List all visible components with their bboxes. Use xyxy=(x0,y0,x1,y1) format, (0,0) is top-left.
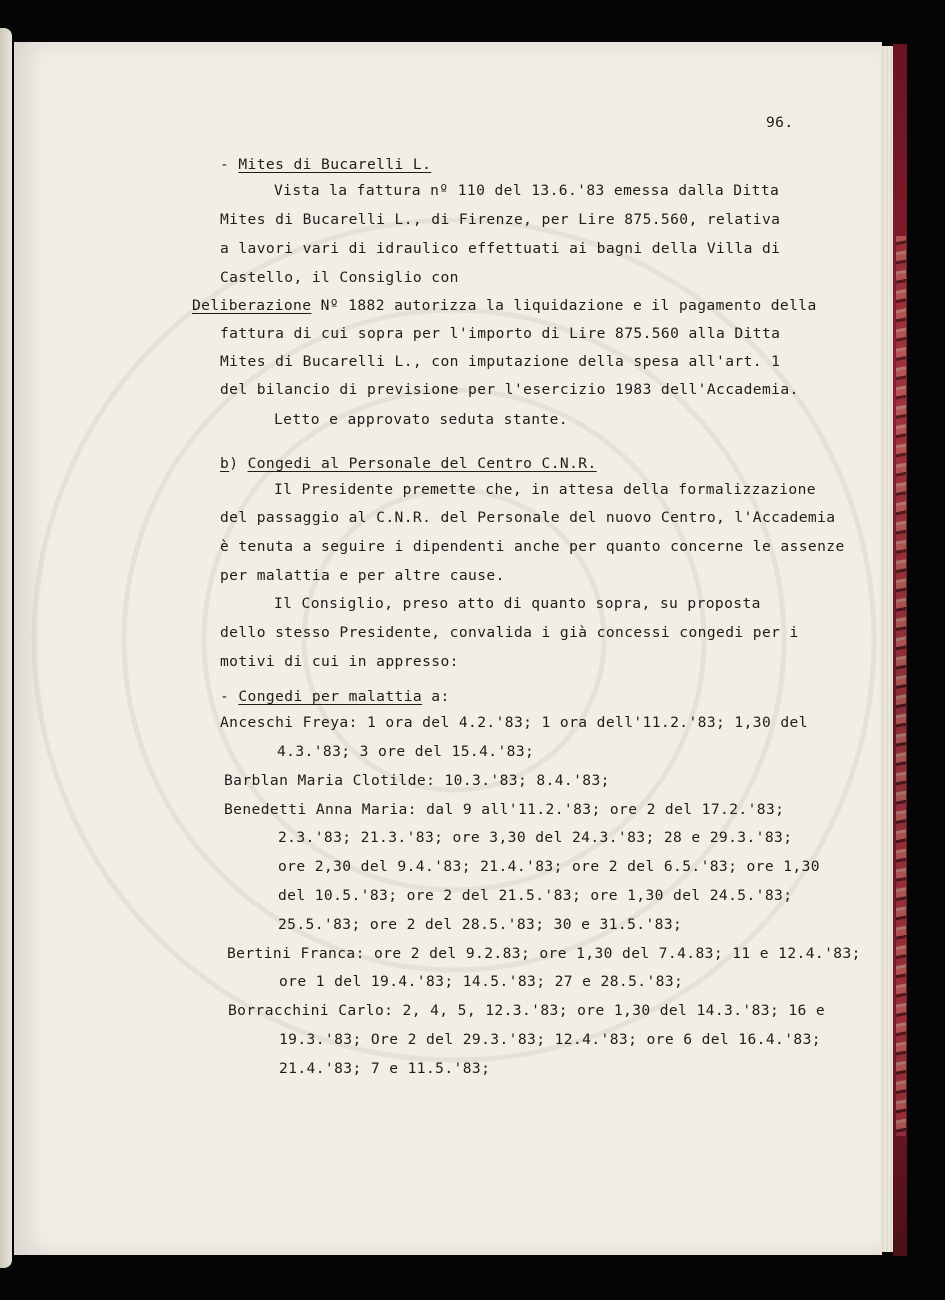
paragraph-line: è tenuta a seguire i dipendenti anche per quanto concerne le assenze xyxy=(220,538,845,555)
deliberazione-line: Deliberazione Nº 1882 autorizza la liquidazione e il pagamento della xyxy=(192,297,817,314)
list-item-continuation: 4.3.'83; 3 ore del 15.4.'83; xyxy=(277,743,535,760)
paragraph-line: del bilancio di previsione per l'esercizio 1983 dell'Accademia. xyxy=(220,381,799,398)
list-item: Anceschi Freya: 1 ora del 4.2.'83; 1 ora dell'11.2.'83; 1,30 del xyxy=(220,714,808,731)
paragraph-line: per malattia e per altre cause. xyxy=(220,567,505,584)
list-item-continuation: 19.3.'83; Ore 2 del 29.3.'83; 12.4.'83; ore 6 del 16.4.'83; xyxy=(279,1031,821,1048)
list-item-continuation: ore 1 del 19.4.'83; 14.5.'83; 27 e 28.5.'83; xyxy=(279,973,684,990)
section-b-heading: b) Congedi al Personale del Centro C.N.R. xyxy=(220,455,597,472)
list-item: Borracchini Carlo: 2, 4, 5, 12.3.'83; ore 1,30 del 14.3.'83; 16 e xyxy=(228,1002,826,1019)
section-heading: - Mites di Bucarelli L. xyxy=(220,156,432,173)
congedi-heading: - Congedi per malattia a: xyxy=(220,688,450,705)
paragraph-line: Vista la fattura nº 110 del 13.6.'83 emessa dalla Ditta xyxy=(274,182,780,199)
approval-line: Letto e approvato seduta stante. xyxy=(274,411,568,428)
paragraph-line: del passaggio al C.N.R. del Personale del nuovo Centro, l'Accademia xyxy=(220,509,836,526)
list-item-continuation: 21.4.'83; 7 e 11.5.'83; xyxy=(279,1060,491,1077)
paragraph-line: motivi di cui in appresso: xyxy=(220,653,459,670)
section-b-title: Congedi al Personale del Centro C.N.R. xyxy=(247,455,597,472)
paragraph-line: Il Presidente premette che, in attesa della formalizzazione xyxy=(274,481,816,498)
list-item-continuation: del 10.5.'83; ore 2 del 21.5.'83; ore 1,30 del 24.5.'83; xyxy=(278,887,793,904)
list-item: Bertini Franca: ore 2 del 9.2.83; ore 1,30 del 7.4.83; 11 e 12.4.'83; xyxy=(227,945,861,962)
paragraph-line: fattura di cui sopra per l'importo di Lire 875.560 alla Ditta xyxy=(220,325,781,342)
list-item: Benedetti Anna Maria: dal 9 all'11.2.'83; ore 2 del 17.2.'83; xyxy=(224,801,785,818)
page-number: 96. xyxy=(766,114,794,131)
list-item: Barblan Maria Clotilde: 10.3.'83; 8.4.'83; xyxy=(224,772,610,789)
list-item-continuation: 25.5.'83; ore 2 del 28.5.'83; 30 e 31.5.'83; xyxy=(278,916,683,933)
congedi-heading-title: Congedi per malattia xyxy=(238,688,423,705)
paragraph-line: Castello, il Consiglio con xyxy=(220,269,459,286)
paragraph-line: Il Consiglio, preso atto di quanto sopra, su proposta xyxy=(274,595,761,612)
paragraph-line: Mites di Bucarelli L., con imputazione della spesa all'art. 1 xyxy=(220,353,781,370)
deliberazione-label: Deliberazione xyxy=(192,297,312,314)
list-item-continuation: ore 2,30 del 9.4.'83; 21.4.'83; ore 2 del 6.5.'83; ore 1,30 xyxy=(278,858,820,875)
list-item-continuation: 2.3.'83; 21.3.'83; ore 3,30 del 24.3.'83; 28 e 29.3.'83; xyxy=(278,829,793,846)
section-heading-title: Mites di Bucarelli L. xyxy=(238,156,432,173)
paragraph-line: Mites di Bucarelli L., di Firenze, per Lire 875.560, relativa xyxy=(220,211,781,228)
paragraph-line: dello stesso Presidente, convalida i già concessi congedi per i xyxy=(220,624,799,641)
paragraph-line: a lavori vari di idraulico effettuati ai bagni della Villa di xyxy=(220,240,781,257)
